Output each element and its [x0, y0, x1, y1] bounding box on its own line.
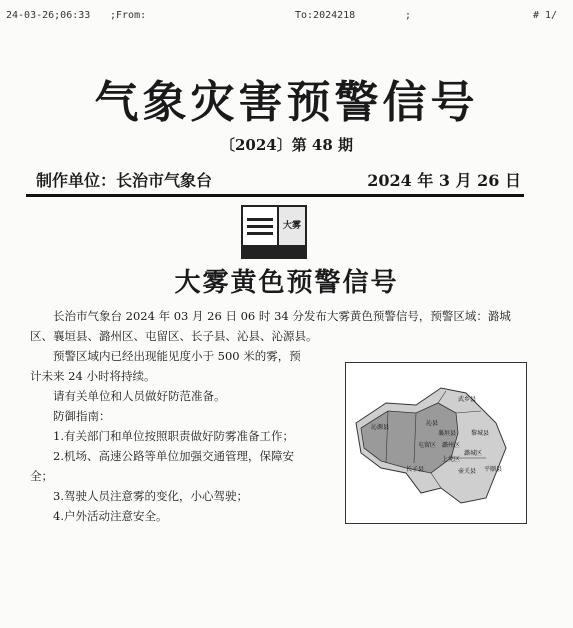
map-label-8: 长子县 — [406, 466, 425, 473]
fax-page: # 1/ — [533, 10, 558, 21]
warning-headline: 大雾黄色预警信号 — [174, 268, 399, 298]
map-label-10: 平顺县 — [484, 466, 503, 473]
header-rule — [26, 194, 524, 197]
map-label-6: 潞州区 — [442, 442, 461, 449]
warning-area-map — [345, 362, 527, 524]
map-label-1: 沁县 — [426, 420, 439, 427]
warning-logo-icon — [241, 205, 307, 259]
fax-to: To:2024218 — [295, 10, 356, 21]
guide-item-3: 3.驾驶人员注意雾的变化，小心驾驶； — [53, 489, 248, 503]
guide-item-2: 2.机场、高速公路等单位加强交通管理，保障安全； — [30, 449, 294, 483]
document-title: 气象灾害预警信号 — [94, 77, 479, 128]
map-label-4: 黎城县 — [471, 430, 490, 437]
map-label-7: 潞城区 — [464, 450, 483, 457]
paragraph-prepare: 请有关单位和人员做好防范准备。 — [53, 389, 226, 403]
map-label-11: 上党区 — [442, 456, 461, 463]
issuing-unit: 制作单位：长治市气象台 — [36, 171, 213, 190]
guide-item-4: 4.户外活动注意安全。 — [53, 509, 168, 523]
paragraph-intro: 长治市气象台 2024 年 03 月 26 日 06 时 34 分发布大雾黄色预警信号，预警区域：潞城区、襄垣县、潞州区、屯留区、长子县、沁县、沁源县。 — [30, 309, 511, 343]
map-label-3: 襄垣县 — [438, 430, 457, 437]
paragraph-guide-title: 防御指南： — [53, 409, 111, 423]
fax-separator: ; — [405, 10, 412, 21]
issue-date: 2024 年 3 月 26 日 — [367, 171, 521, 190]
map-label-0: 武乡县 — [458, 396, 477, 403]
map-svg — [346, 363, 526, 523]
map-label-5: 屯留区 — [418, 442, 437, 449]
issue-number: 〔2024〕第 48 期 — [219, 136, 354, 154]
map-label-2: 沁源县 — [371, 424, 390, 431]
logo-text: 大雾 — [277, 207, 305, 245]
map-label-9: 壶关县 — [458, 468, 477, 475]
paragraph-visibility: 预警区域内已经出现能见度小于 500 米的雾，预计未来 24 小时将持续。 — [30, 349, 301, 383]
fax-datetime: 24-03-26;06:33 — [6, 10, 91, 21]
guide-item-1: 1.有关部门和单位按照职责做好防雾准备工作； — [53, 429, 294, 443]
fax-from: ;From: — [110, 10, 147, 21]
